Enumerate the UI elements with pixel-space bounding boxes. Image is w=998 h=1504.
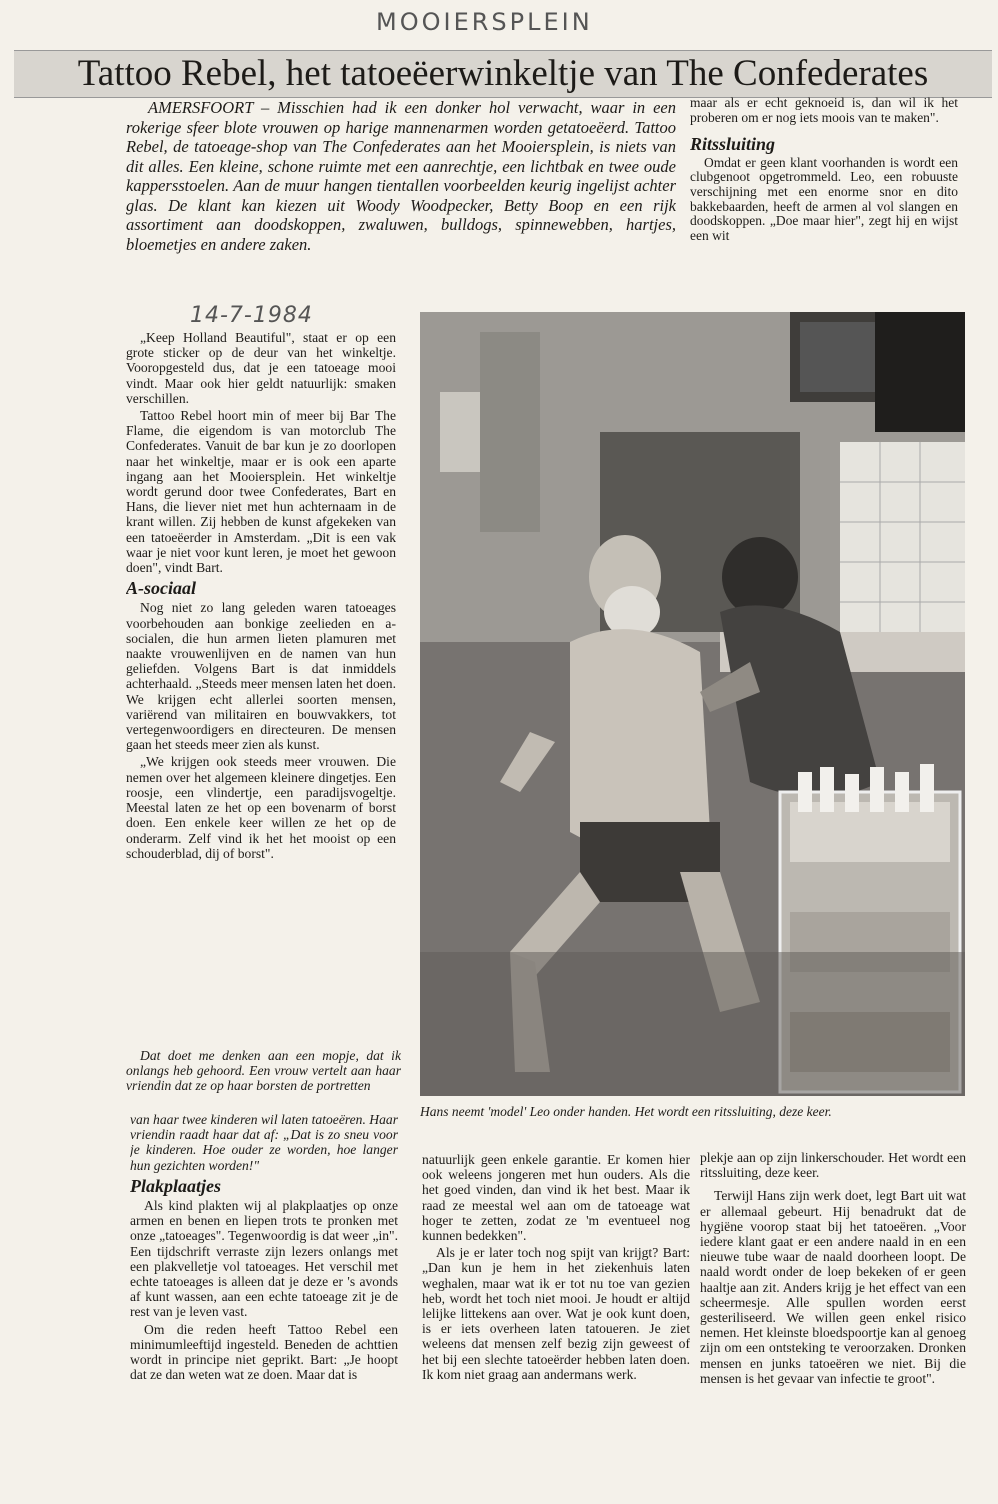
section-heading-plakplaatjes: Plakplaatjes	[130, 1175, 221, 1196]
lower-middle-column	[422, 1152, 690, 1474]
section-heading-ritssluiting: Ritssluiting	[690, 134, 776, 155]
intro-block	[126, 98, 676, 310]
left-paragraph-2: Tattoo Rebel hoort min of meer bij Bar The Flame, die eigendom is van motorclub The Confederates. Vanuit de bar kun je zo doorlopen naar het winkeltje, maar er is ook een aparte ingang aan het Mooiersplein. Het winkeltje wordt gerund door twee Confederates, Bart en Hans, die liever niet met hun achternaam in de krant willen. Zij hebben de kunst afgekeken van een tatoeëerder in Amsterdam. „Dit is een vak waar je niet voor kunt leren, je moet het gewoon doen", vindt Bart.	[126, 408, 396, 576]
photo-caption-block	[420, 1104, 965, 1140]
handwritten-page-label: MOOIERSPLEIN	[376, 8, 593, 36]
tattoo-shop-photo	[420, 312, 965, 1096]
article-headline: Tattoo Rebel, het tatoeëerwinkeltje van The Confederates	[77, 53, 929, 94]
left-paragraph-3: Nog niet zo lang geleden waren tatoeages voorbehouden aan bonkige zeelieden en a-socialen, die hun armen lieten plamuren met naakte vrouwenlijven en de namen van hun geliefden. Volgens Bart is dat inmiddels achterhaald. „Steeds meer mensen laten het doen. We krijgen echt allerlei soorten mensen, variërend van militairen en bouwvakkers, tot vertegenwoordigers en directeuren. De mensen gaan het steeds meer zien als kunst.	[126, 600, 396, 753]
lower-left-paragraph-3: Om die reden heeft Tattoo Rebel een minimumleeftijd ingesteld. Beneden de achttien wordt in principe niet geprikt. Bart: „Je hoopt dat ze dan weten wat ze doen. Maar dat is	[130, 1321, 398, 1383]
left-paragraph-4: „We krijgen ook steeds meer vrouwen. Die nemen over het algemeen kleinere dingetjes. Een roosje, een vlindertje, een paradijsvogeltje. Meestal laten ze het op een bovenarm of borst doen. Een enkele keer willen ze het op de onderarm. Zelf vind ik het het mooist op een schouderblad, dij of borst".	[126, 754, 396, 861]
left-column	[126, 330, 396, 1046]
lower-right-paragraph-2: Terwijl Hans zijn werk doet, legt Bart uit wat er allemaal gebeurt. Hij benadrukt dat de hygiëne voorop staat bij het tatoeëren. „Voor iedere klant gaat er een andere naald in en een nieuwe tube waar de naald doorheen loopt. De naald wordt onder de loep bekeken of er geen haaltje aan zit. Anders krijg je het effect van een scheermesje. Alle spullen worden eerst gesteriliseerd. We willen geen enkel risico nemen. Het kleinste bloedspoortje kan al genoeg zijn om een ontsteking te veroorzaken. Dronken mensen en junks tatoeëren we niet. Bij die mensen is het gevaar van infectie te groot".	[700, 1188, 966, 1386]
right-top-paragraph-2: Omdat er geen klant voorhanden is wordt een clubgenoot opgetrommeld. Leo, een robuuste verschijning met een enorme snor en dito bakkebaarden, heeft de armen al vol slangen en doodskoppen. „Doe maar hier", zegt hij en wijst een wit	[690, 154, 958, 243]
lower-left-paragraph-2: Als kind plakten wij al plakplaatjes op onze armen en benen en liepen trots te pronken met onze „tatoeages". Tegenwoordig is dat weer „in". Een tijdschrift verraste zijn lezers onlangs met een plakvelletje vol tatoeages. Het verschil met echte tatoeages is alleen dat je deze er 's avonds af kunt wassen, aan een echte tatoeage zit je de rest van je leven vast.	[130, 1198, 398, 1320]
lower-left-column	[130, 1112, 398, 1476]
section-heading-a-sociaal: A-sociaal	[126, 578, 196, 599]
lower-left-paragraph-1: van haar twee kinderen wil laten tatoeëren. Haar vriendin raadt haar dat af: „Dat is zo sneu voor je kinderen. Hoe ouder ze worden, hoe langer hun gezichten worden!"	[130, 1112, 398, 1173]
handwritten-date: 14-7-1984	[190, 303, 313, 328]
right-top-column	[690, 96, 958, 306]
intro-paragraph: AMERSFOORT – Misschien had ik een donker hol verwacht, waar in een rokerige sfeer blote vrouwen op harige mannenarmen worden getatoeëerd. Tattoo Rebel, de tatoeage-shop van The Confederates aan het Mooiersplein, is niets van dit alles. Een kleine, schone ruimte met een aanrechtje, een lichtbak en twee oude kappersstoelen. Aan de muur hangen tientallen voorbeelden keurig ingelijst achter glas. De klant kan kiezen uit Woody Woodpecker, Betty Boop en een rijk assortiment aan doodskoppen, zwaluwen, bulldogs, spinnewebben, hartjes, bloemetjes en andere zaken.	[126, 98, 676, 254]
left-paragraph-5: Dat doet me denken aan een mopje, dat ik onlangs heb gehoord. Een vrouw vertelt aan haar vriendin dat ze op haar borsten de portretten	[126, 1048, 401, 1094]
lower-middle-paragraph-2: Als je er later toch nog spijt van krijgt? Bart: „Dan kun je hem in het ziekenhuis laten weghalen, maar wat ik er tot nu toe van gezien heb, wordt het toch niet mooi. Je houdt er altijd lelijke littekens aan over. Wat je ook kunt doen, is er iets overheen laten tatoueren. Je ziet weleens dat mensen zelf bezig zijn geweest of het bij een slechte tatoeërder hebben laten doen. Ik kom niet graag aan andermans werk.	[422, 1245, 690, 1382]
right-top-paragraph-1: maar als er echt geknoeid is, dan wil ik het proberen om er nog iets moois van te maken".	[690, 96, 958, 125]
lower-right-column	[700, 1150, 966, 1490]
left-paragraph-1: „Keep Holland Beautiful", staat er op een grote sticker op de deur van het winkeltje. Vooropgesteld dus, dat je een tatoeage mooi vindt. Maar ook hier geldt natuurlijk: smaken verschillen.	[126, 330, 396, 406]
photo-caption: Hans neemt 'model' Leo onder handen. Het wordt een ritssluiting, deze keer.	[420, 1104, 832, 1119]
headline-bar	[14, 50, 992, 98]
lower-right-paragraph-1: plekje aan op zijn linkerschouder. Het wordt een ritssluiting, deze keer.	[700, 1150, 966, 1181]
article-photo	[420, 312, 965, 1096]
joke-intro	[126, 1048, 401, 1110]
lower-middle-paragraph-1: natuurlijk geen enkele garantie. Er komen hier ook weleens jongeren met hun ouders. Als die het goed vinden, dan vind ik het best. Maar ik raad ze meestal wel aan om de tatoeage wat hoger te zetten, zodat ze 'm eventueel nog kunnen bedekken".	[422, 1152, 690, 1244]
